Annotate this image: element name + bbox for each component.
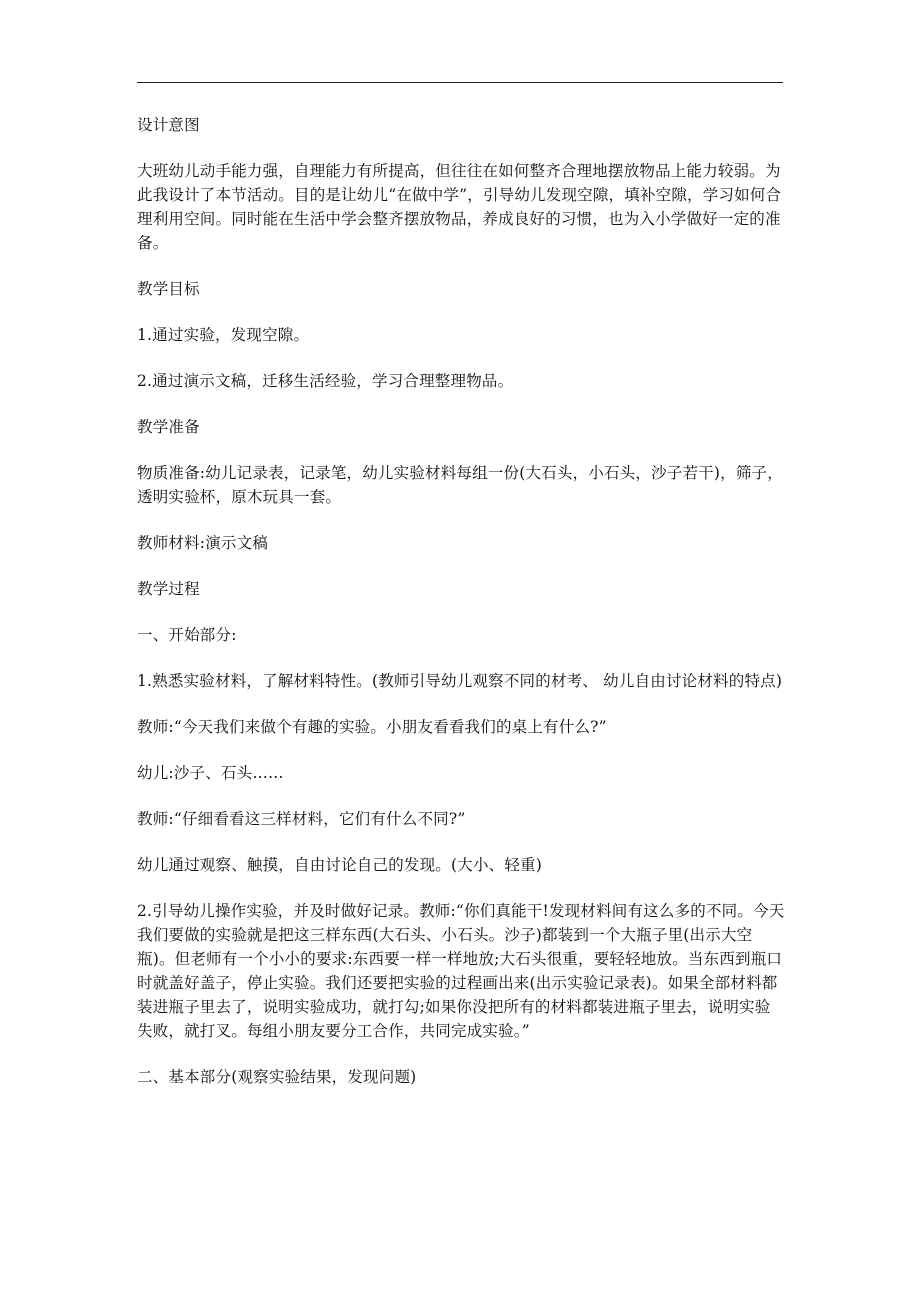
dialogue-teacher-1: 教师:“今天我们来做个有趣的实验。小朋友看看我们的桌上有什么?” [137,718,607,736]
header-rule [137,82,783,83]
paragraph-material-preparation: 物质准备:幼儿记录表，记录笔，幼儿实验材料每组一份(大石头，小石头，沙子若干)，筛子，透明实验杯，原木玩具一套。 [137,464,783,506]
document-body [137,113,785,1111]
step-1: 1.熟悉实验材料，了解材料特性。(教师引导幼儿观察不同的材考、 幼儿自由讨论材料的特点) [137,672,783,690]
paragraph-design-intent: 大班幼儿动手能力强，自理能力有所提高，但往往在如何整齐合理地摆放物品上能力较弱。为此我设计了本节活动。目的是让幼儿“在做中学”，引导幼儿发现空隙，填补空隙，学习如何合理利用空间。同时能在生活中学会整齐摆放物品，养成良好的习惯，也为入小学做好一定的准备。 [137,162,782,252]
section-start: 一、开始部分: [137,626,237,644]
goal-item-2: 2.通过演示文稿，迁移生活经验，学习合理整理物品。 [137,372,514,390]
heading-teaching-preparation: 教学准备 [137,418,200,436]
step-2: 2.引导幼儿操作实验，并及时做好记录。教师:“你们真能干!发现材料间有这么多的不同。今天我们要做的实验就是把这三样东西(大石头、小石头。沙子)都装到一个大瓶子里(出示大空瓶)。但老师有一个小小的要求:东西要一样一样地放;大石头很重，要轻轻地放。当东西到瓶口时就盖好盖子，停止实验。我们还要把实验的过程画出来(出示实验记录表)。如果全部材料都装进瓶子里去了，说明实验成功，就打勾;如果你没把所有的材料都装进瓶子里去，说明实验失败，就打叉。每组小朋友要分工合作，共同完成实验。” [137,902,785,1040]
goal-item-1: 1.通过实验，发现空隙。 [137,326,310,344]
dialogue-child-1: 幼儿:沙子、石头…… [137,764,284,782]
dialogue-teacher-2: 教师:“仔细看看这三样材料，它们有什么不同?” [137,810,466,828]
section-basic: 二、基本部分(观察实验结果，发现问题) [137,1068,417,1086]
heading-teaching-process: 教学过程 [137,580,200,598]
paragraph-teacher-materials: 教师材料:演示文稿 [137,534,269,552]
paragraph-child-discussion: 幼儿通过观察、触摸，自由讨论自己的发现。(大小、轻重) [137,856,542,874]
heading-teaching-goals: 教学目标 [137,280,200,298]
heading-design-intent: 设计意图 [137,116,200,134]
